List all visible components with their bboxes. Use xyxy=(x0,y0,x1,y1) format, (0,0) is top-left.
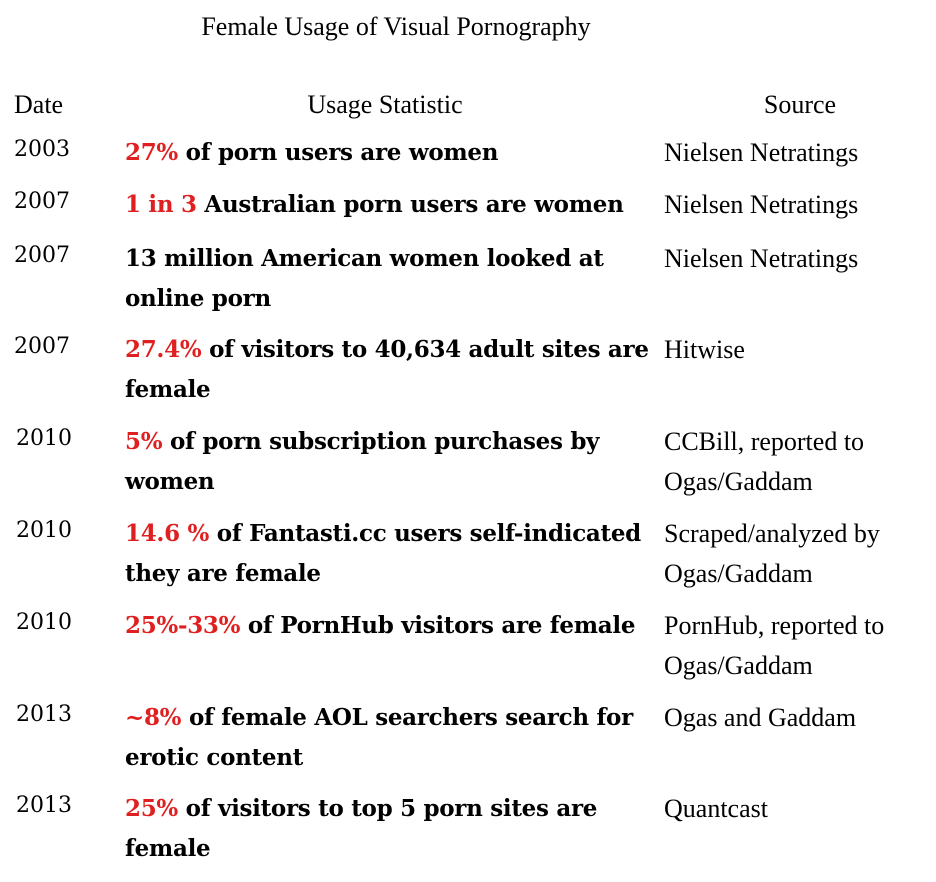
row-date: 2013 xyxy=(16,793,72,818)
row-source: PornHub, reported to Ogas/Gaddam xyxy=(664,611,885,680)
statistic-highlight: 25%-33% xyxy=(125,612,241,639)
row-statistic xyxy=(125,185,655,225)
statistic-highlight: 5% xyxy=(125,428,163,455)
row-statistic xyxy=(125,133,655,173)
row-source: Hitwise xyxy=(664,335,745,364)
column-header-usage-statistic: Usage Statistic xyxy=(307,90,463,119)
statistic-text: of Fantasti.cc users self-indicated they are female xyxy=(125,520,641,587)
row-date: 2010 xyxy=(16,518,72,543)
row-statistic xyxy=(125,789,655,869)
statistic-highlight: 1 in 3 xyxy=(125,191,197,218)
row-date: 2010 xyxy=(16,610,72,635)
row-source: Ogas and Gaddam xyxy=(664,703,857,732)
statistic-text: of porn subscription purchases by women xyxy=(125,428,600,495)
row-date: 2007 xyxy=(14,189,70,214)
row-source: Nielsen Netratings xyxy=(664,244,859,273)
row-date: 2013 xyxy=(16,702,72,727)
row-statistic xyxy=(125,514,655,594)
row-date: 2010 xyxy=(16,426,72,451)
row-statistic xyxy=(125,239,655,319)
row-statistic xyxy=(125,422,655,502)
row-source: Quantcast xyxy=(664,794,768,823)
row-date: 2007 xyxy=(14,334,70,359)
row-source: Scraped/analyzed by Ogas/Gaddam xyxy=(664,519,880,588)
statistic-text: 13 million American women looked at online porn xyxy=(125,245,604,312)
statistic-highlight: 14.6 % xyxy=(125,520,210,547)
row-statistic xyxy=(125,606,655,646)
statistic-highlight: 27% xyxy=(125,139,178,166)
statistic-text: of visitors to top 5 porn sites are female xyxy=(125,795,598,862)
page-title: Female Usage of Visual Pornography xyxy=(201,12,591,41)
statistic-highlight: 27.4% xyxy=(125,336,202,363)
column-header-source: Source xyxy=(763,90,837,119)
statistic-text: of female AOL searchers search for erotic content xyxy=(125,704,633,771)
statistic-text: of porn users are women xyxy=(177,139,499,166)
row-source: CCBill, reported to Ogas/Gaddam xyxy=(664,427,865,496)
statistic-highlight: 25% xyxy=(125,795,178,822)
row-source: Nielsen Netratings xyxy=(664,138,859,167)
row-date: 2003 xyxy=(14,137,70,162)
statistic-text: of visitors to 40,634 adult sites are female xyxy=(125,336,649,403)
column-header-date: Date xyxy=(14,90,64,119)
statistic-highlight: ~8% xyxy=(125,704,182,731)
row-date: 2007 xyxy=(14,243,70,268)
statistic-text: of PornHub visitors are female xyxy=(240,612,636,639)
row-statistic xyxy=(125,698,655,778)
row-statistic xyxy=(125,330,655,410)
row-source: Nielsen Netratings xyxy=(664,190,859,219)
statistic-text: Australian porn users are women xyxy=(196,191,624,218)
